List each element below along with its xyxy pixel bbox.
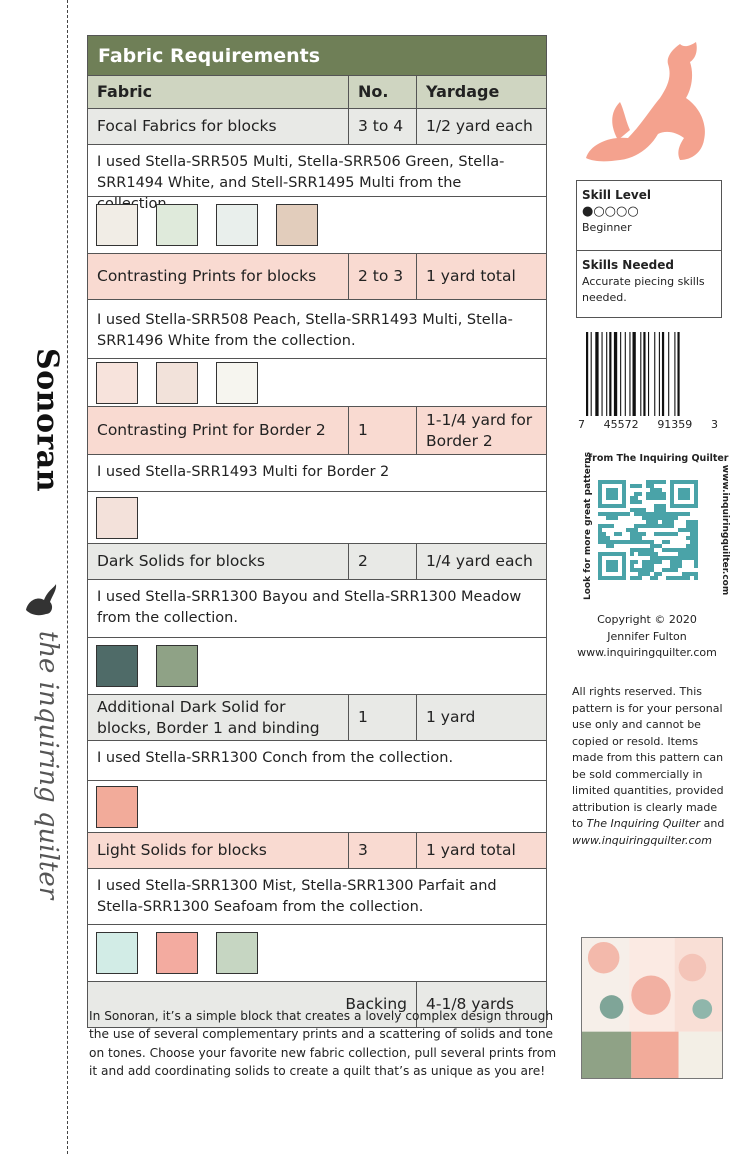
side-pattern-title [22, 347, 72, 493]
backing-yardage: 4-1/8 yards [426, 995, 515, 1014]
barcode-digits [578, 418, 718, 431]
skill-level-dots: ●○○○○ [582, 204, 639, 220]
barcode [580, 332, 715, 432]
backing-label: Backing [88, 982, 417, 1027]
rights-text: All rights reserved. This pattern is for your personal use only and cannot be copied or resold. Items made from this pattern can be sold commercially in limited quantities, provided attribution is clearly made to [572, 685, 724, 830]
fabric-row-contrasting [88, 254, 546, 300]
copyright-line: Copyright © 2020 [597, 613, 697, 626]
fabric-name: Focal Fabrics for blocks [88, 109, 349, 144]
fabric-row-border2 [88, 407, 546, 455]
fabric-swatch [216, 362, 258, 404]
fabric-swatch [96, 932, 138, 974]
fabric-swatch [216, 932, 258, 974]
fabric-description: I used Stella-SRR505 Multi, Stella-SRR506 Green, Stella-SRR1494 White, and Stell-SRR1495 Multi from the [97, 154, 505, 192]
fabric-requirements-table [87, 35, 547, 1028]
column-header-yardage: Yardage [426, 82, 500, 102]
fabric-yardage: 1 yard total [426, 267, 516, 286]
fabric-swatch [276, 204, 318, 246]
author-name: Jennifer Fulton [607, 629, 687, 643]
barcode-digit: 7 [578, 418, 585, 431]
rights-brand: The Inquiring Quilter [586, 817, 701, 830]
fabric-desc-row [88, 869, 546, 925]
fabric-swatch [156, 932, 198, 974]
fabric-swatch [96, 645, 138, 687]
rights-and: and [703, 817, 725, 830]
fabric-row-additional-dark [88, 695, 546, 741]
qr-caption-right: www.inquiringquilter.com [720, 464, 730, 596]
qr-caption-left: Look for more great patterns [583, 451, 593, 600]
side-title-text: Sonoran [29, 347, 65, 493]
fabric-count: 2 to 3 [349, 254, 417, 299]
skill-level-value: Beginner [582, 220, 632, 234]
fabric-swatch [216, 204, 258, 246]
cat-logo-icon [580, 40, 720, 170]
fabric-description: I used Stella-SRR1300 Conch from the collection. [97, 750, 454, 766]
swatch-row [88, 638, 546, 695]
skill-level-heading: Skill Level [582, 188, 651, 202]
rights-notice [572, 684, 727, 849]
fabric-desc-row [88, 300, 546, 359]
small-cat-icon [20, 580, 60, 620]
fabric-desc-row [88, 455, 546, 492]
fabric-desc-row [88, 741, 546, 781]
fabric-swatch [96, 497, 138, 539]
quilt-preview-image [581, 937, 723, 1079]
website-link[interactable]: www.inquiringquilter.com [577, 646, 717, 659]
fabric-desc-row [88, 580, 546, 638]
fabric-count: 3 to 4 [349, 109, 417, 144]
fabric-count: 3 [349, 833, 417, 868]
skill-level-section [577, 181, 721, 250]
rights-website[interactable]: www.inquiringquilter.com [572, 833, 713, 847]
swatch-row [88, 781, 546, 833]
fabric-yardage: 1/4 yard each [426, 552, 533, 571]
fabric-swatch [156, 362, 198, 404]
fabric-swatch [96, 362, 138, 404]
side-brand-text: the inquiring quilter [33, 630, 63, 900]
column-header-fabric: Fabric [88, 76, 349, 108]
fabric-description: I used Stella-SRR1300 Bayou and Stella-SRR1300 Meadow from the collection. [97, 589, 522, 627]
swatch-row [88, 925, 546, 982]
fabric-description: I used Stella-SRR1493 Multi for Border 2 [97, 464, 390, 480]
fabric-row-light-solids [88, 833, 546, 869]
fabric-swatch [96, 204, 138, 246]
qr-caption-top: from The Inquiring Quilter [588, 453, 729, 464]
fabric-swatch [156, 204, 198, 246]
skills-needed-heading: Skills Needed [582, 258, 674, 272]
fabric-yardage: 1 yard [426, 708, 476, 727]
swatch-row [88, 197, 546, 254]
swatch-row [88, 359, 546, 407]
fabric-name: Contrasting Prints for blocks [88, 254, 349, 299]
skill-box [576, 180, 722, 318]
fabric-swatch [96, 786, 138, 828]
fabric-name: Light Solids for blocks [88, 833, 349, 868]
fabric-yardage: 1-1/4 yard for Border 2 [426, 410, 533, 450]
pattern-intro: In Sonoran, it’s a simple block that creates a lovely complex design through the use of several complementary prints and a scattering of solids and tone on tones. Choose your favorite new fabric collection, pull several prints from it and add coordinating solids to create a quilt that’s as unique as you are! [89, 1009, 557, 1078]
barcode-digit: 3 [710, 418, 718, 431]
side-brand-logo [28, 630, 68, 900]
fabric-yardage: 1/2 yard each [426, 117, 533, 136]
barcode-digit: 91359 [657, 418, 693, 431]
fabric-count: 1 [349, 695, 417, 740]
fabric-description: I used Stella-SRR1300 Mist, Stella-SRR1300 Parfait and Stella-SRR1300 Seafoam from the collection. [97, 878, 497, 916]
fabric-swatch [156, 645, 198, 687]
qr-code[interactable] [598, 480, 698, 580]
fabric-count: 1 [349, 407, 417, 454]
fabric-row-dark-solids [88, 544, 546, 580]
table-column-headers [88, 76, 546, 109]
fabric-name: Additional Dark Solid for blocks, Border 1 and binding [88, 695, 349, 740]
qr-section [570, 450, 730, 600]
column-header-no: No. [349, 76, 417, 108]
fabric-desc-row [88, 145, 546, 197]
fabric-row-focal [88, 109, 546, 145]
skills-needed-section [577, 250, 721, 312]
cut-line [67, 0, 68, 1154]
barcode-digit: 45572 [603, 418, 639, 431]
fabric-count: 2 [349, 544, 417, 579]
swatch-row [88, 492, 546, 544]
fabric-yardage: 1 yard total [426, 841, 516, 860]
fabric-name: Contrasting Print for Border 2 [88, 407, 349, 454]
fabric-description: I used Stella-SRR508 Peach, Stella-SRR1493 Multi, Stella-SRR1496 White from the collection. [97, 312, 513, 350]
skills-needed-value: Accurate piecing skills needed. [582, 275, 705, 305]
fabric-name: Dark Solids for blocks [88, 544, 349, 579]
copyright-block [572, 612, 722, 662]
table-title: Fabric Requirements [88, 36, 546, 76]
